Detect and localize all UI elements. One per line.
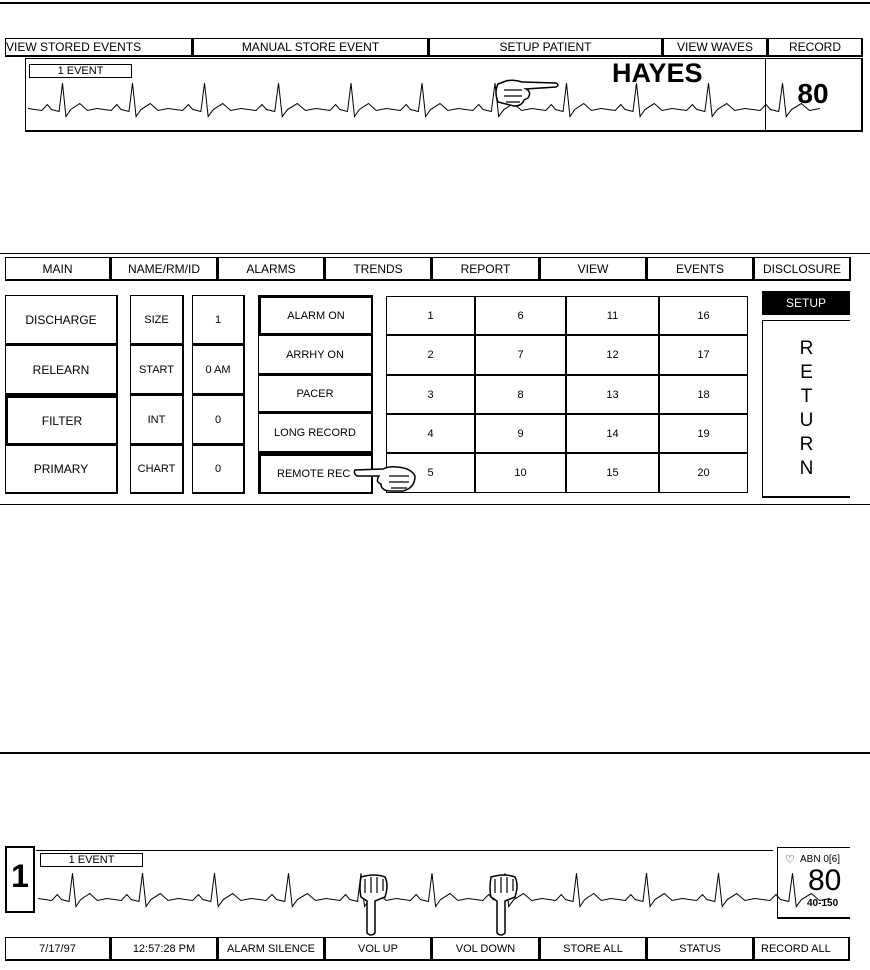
setup-patient-button[interactable]: SETUP PATIENT <box>429 38 663 57</box>
grid-cell[interactable]: 13 <box>566 375 659 414</box>
bottom-ecg-waveform <box>38 870 774 916</box>
abn-label: ABN 0[6] <box>800 854 841 865</box>
grid-cell[interactable]: 17 <box>659 335 748 375</box>
bed-number: 1 <box>11 858 29 894</box>
grid-cell[interactable]: 16 <box>659 296 748 335</box>
bottom-section-divider <box>0 752 870 754</box>
view-waves-button[interactable]: VIEW WAVES <box>663 38 768 57</box>
grid-cell[interactable]: 10 <box>475 453 566 493</box>
return-letter: R <box>799 337 814 359</box>
tab-name-rm-id[interactable]: NAME/RM/ID <box>111 257 218 281</box>
vol-up-button[interactable]: VOL UP <box>325 937 432 961</box>
record-button[interactable]: RECORD <box>768 38 863 57</box>
grid-cell[interactable]: 3 <box>386 375 475 414</box>
chart-label[interactable]: CHART <box>130 445 184 494</box>
pointing-hand-icon <box>353 460 419 494</box>
middle-divider-top <box>0 253 870 254</box>
pointing-down-hand-icon <box>485 873 521 938</box>
tab-alarms[interactable]: ALARMS <box>218 257 325 281</box>
grid-cell[interactable]: 8 <box>475 375 566 414</box>
tab-view[interactable]: VIEW <box>540 257 647 281</box>
size-value[interactable]: 1 <box>192 295 245 345</box>
setup-tab-bar <box>5 257 851 281</box>
grid-cell[interactable]: 4 <box>386 414 475 453</box>
tab-disclosure[interactable]: DISCLOSURE <box>754 257 851 281</box>
tab-report[interactable]: REPORT <box>432 257 540 281</box>
grid-cell[interactable]: 12 <box>566 335 659 375</box>
tab-main[interactable]: MAIN <box>5 257 111 281</box>
view-stored-events-button[interactable]: VIEW STORED EVENTS <box>5 38 193 57</box>
ecg-trace <box>38 873 830 906</box>
grid-cell[interactable]: 1 <box>386 296 475 335</box>
remote-rec-button[interactable]: REMOTE REC <box>258 453 373 494</box>
grid-cell[interactable]: 2 <box>386 335 475 375</box>
grid-cell[interactable]: 5 <box>386 453 475 493</box>
status-button[interactable]: STATUS <box>647 937 754 961</box>
tab-trends[interactable]: TRENDS <box>325 257 432 281</box>
heart-icon: ♡ <box>785 854 795 866</box>
status-date: 7/17/97 <box>5 937 111 961</box>
filter-button[interactable]: FILTER <box>5 395 118 445</box>
start-value[interactable]: 0 AM <box>192 345 245 395</box>
grid-cell[interactable]: 9 <box>475 414 566 453</box>
patient-name: HAYES <box>612 58 703 88</box>
top-event-label: 1 EVENT <box>29 64 132 78</box>
status-bar <box>5 937 850 961</box>
return-letter: R <box>799 433 814 455</box>
start-label[interactable]: START <box>130 345 184 395</box>
top-heart-rate: 80 <box>797 78 829 109</box>
grid-cell[interactable]: 11 <box>566 296 659 335</box>
top-divider <box>0 2 870 4</box>
store-all-button[interactable]: STORE ALL <box>540 937 647 961</box>
return-letter: E <box>800 361 813 383</box>
chart-value[interactable]: 0 <box>192 445 245 494</box>
tab-events[interactable]: EVENTS <box>647 257 754 281</box>
middle-divider-bottom <box>0 504 870 505</box>
pacer-button[interactable]: PACER <box>258 375 373 413</box>
int-value[interactable]: 0 <box>192 395 245 445</box>
pointing-hand-icon <box>492 78 562 108</box>
record-all-button[interactable]: RECORD ALL <box>754 937 850 961</box>
setup-label: SETUP <box>762 291 850 315</box>
return-letter: U <box>799 409 814 431</box>
grid-cell[interactable]: 6 <box>475 296 566 335</box>
hr-range: 40-150 <box>807 898 839 909</box>
primary-button[interactable]: PRIMARY <box>5 445 118 494</box>
int-label[interactable]: INT <box>130 395 184 445</box>
top-menu-bar <box>5 38 863 57</box>
return-button[interactable] <box>762 320 850 498</box>
long-record-button[interactable]: LONG RECORD <box>258 413 373 453</box>
grid-cell[interactable]: 15 <box>566 453 659 493</box>
status-time: 12:57:28 PM <box>111 937 218 961</box>
return-letter: T <box>800 385 813 407</box>
manual-store-event-button[interactable]: MANUAL STORE EVENT <box>193 38 429 57</box>
return-letter: N <box>799 457 814 479</box>
bottom-heart-rate: 80 <box>808 864 842 897</box>
grid-cell[interactable]: 20 <box>659 453 748 493</box>
discharge-button[interactable]: DISCHARGE <box>5 295 118 345</box>
grid-cell[interactable]: 18 <box>659 375 748 414</box>
alarm-on-button[interactable]: ALARM ON <box>258 295 373 335</box>
grid-cell[interactable]: 7 <box>475 335 566 375</box>
arrhy-on-button[interactable]: ARRHY ON <box>258 335 373 375</box>
alarm-silence-button[interactable]: ALARM SILENCE <box>218 937 325 961</box>
size-label[interactable]: SIZE <box>130 295 184 345</box>
pointing-down-hand-icon <box>355 873 391 938</box>
relearn-button[interactable]: RELEARN <box>5 345 118 395</box>
vol-down-button[interactable]: VOL DOWN <box>432 937 540 961</box>
bottom-event-label: 1 EVENT <box>40 853 143 867</box>
grid-cell[interactable]: 19 <box>659 414 748 453</box>
grid-cell[interactable]: 14 <box>566 414 659 453</box>
